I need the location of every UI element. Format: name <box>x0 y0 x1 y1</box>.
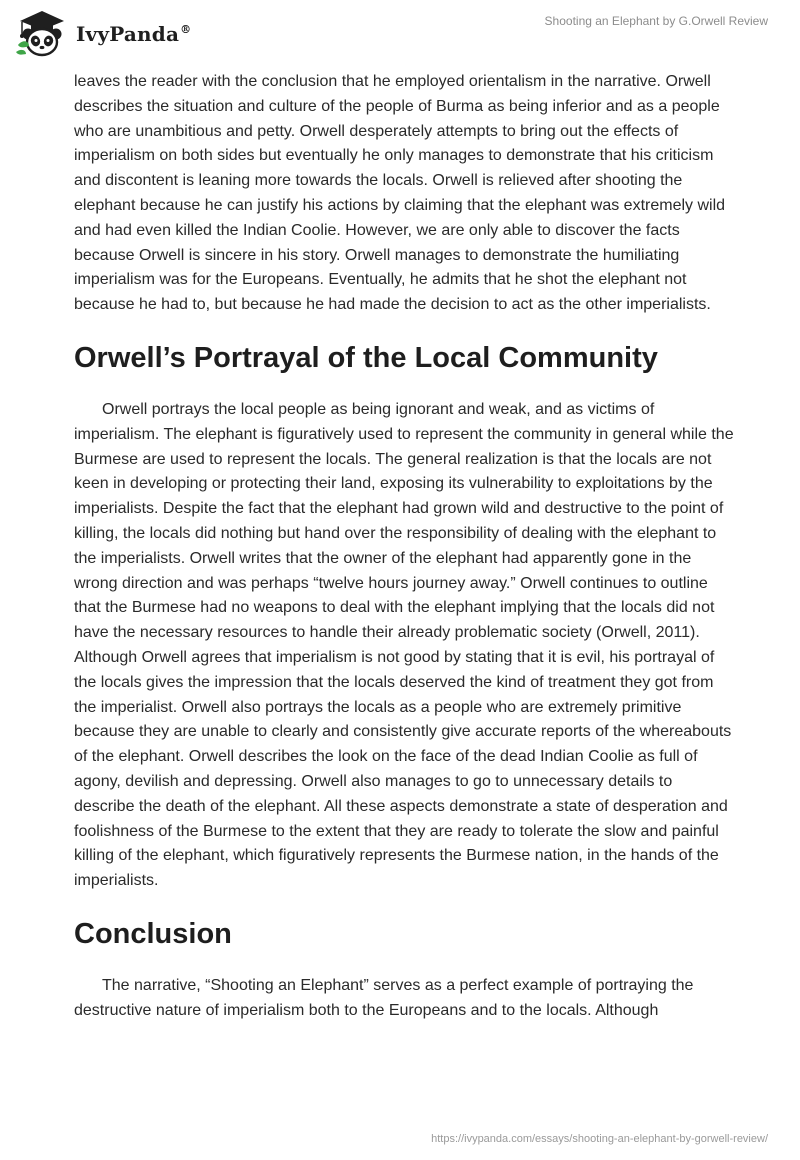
paragraph-conclusion: The narrative, “Shooting an Elephant” serves as a perfect example of portraying the destructive nature of imperialism both to the Europeans and to the locals. Although <box>74 976 694 1019</box>
paragraph-intro: leaves the reader with the conclusion that he employed orientalism in the narrative. Orwell describes the situation and culture of the people of Burma as being inferior and as a people who are unambitious and petty. Orwell desperately attempts to bring out the effects of imperialism on both sides but eventually he only manages to demonstrate that his criticism and discontent is leaning more towards the locals. Orwell is relieved after shooting the elephant because he can justify his actions by claiming that the elephant was extremely wild and had even killed the Indian Coolie. However, we are only able to discover the facts because Orwell is sincere in his story. Orwell manages to demonstrate the humiliating imperialism was for the Europeans. Eventually, he admits that he shot the elephant not because he had to, but because he had made the decision to act as the other imperialists. <box>74 73 726 314</box>
brand-name: IvyPanda® <box>76 22 192 46</box>
section-heading-conclusion: Conclusion <box>74 917 232 950</box>
ivypanda-logo[interactable] <box>14 8 191 58</box>
panda-graduate-icon <box>14 8 72 58</box>
paragraph-portrayal: Orwell portrays the local people as being ignorant and weak, and as victims of imperialism. The elephant is figuratively used to represent the community in general while the Burmese are used to represent the locals. The general realization is that the locals are not keen in developing or protecting their land, exposing its vulnerability to exploitations by the imperialists. Despite the fact that the elephant had grown wild and destructive to the point of killing, the locals did nothing but hand over the responsibility of dealing with the elephant to the imperialists. Orwell writes that the owner of the elephant had apparently gone in the wrong direction and was perhaps “twelve hours journey away.” Orwell continues to outline that the Burmese had no weapons to deal with the elephant implying that the locals did not have the necessary resources to handle their already problematic society (Orwell, 2011). Although Orwell agrees that imperialism is not good by stating that it is evil, his portrayal of the locals gives the impression that the locals deserved the kind of treatment they got from the imperialist. Orwell also portrays the locals as a people who are extremely primitive because they are unable to clearly and consistently give accurate reports of the whereabouts of the elephant. Orwell describes the look on the face of the dead Indian Coolie as full of agony, devilish and depressing. Orwell also manages to go to unnecessary details to describe the death of the elephant. All these aspects demonstrate a state of desperation and foolishness of the Burmese to the extent that they are ready to tolerate the slow and painful killing of the elephant, which figuratively represents the Burmese nation, in the hands of the imperialists. <box>74 400 734 890</box>
registered-mark: ® <box>180 23 192 37</box>
document-title: Shooting an Elephant by G.Orwell Review <box>544 14 768 28</box>
section-heading-portrayal: Orwell’s Portrayal of the Local Community <box>74 341 658 374</box>
essay-body <box>74 70 734 1024</box>
source-url[interactable]: https://ivypanda.com/essays/shooting-an-elephant-by-gorwell-review/ <box>431 1133 768 1145</box>
page-header <box>0 0 800 70</box>
